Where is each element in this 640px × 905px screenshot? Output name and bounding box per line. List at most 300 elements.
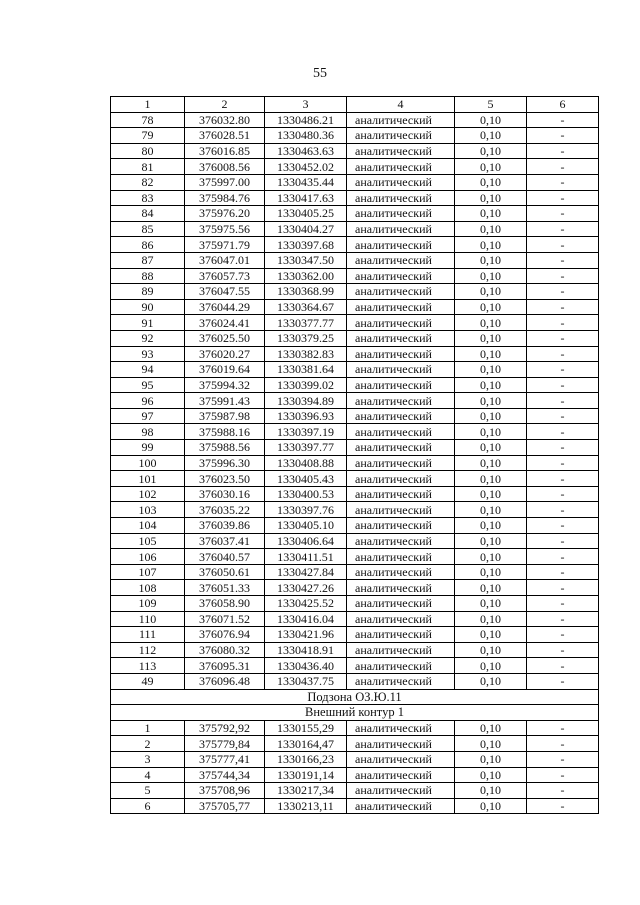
x-coordinate-cell: 376096.48: [185, 673, 265, 689]
point-number-cell: 111: [111, 627, 185, 643]
table-row: [111, 751, 599, 767]
method-cell: аналитический: [347, 424, 455, 440]
note-cell: -: [527, 393, 599, 409]
header-row: [111, 97, 599, 113]
y-coordinate-cell: 1330397.76: [265, 502, 347, 518]
accuracy-cell: 0,10: [455, 252, 527, 268]
method-cell: аналитический: [347, 486, 455, 502]
x-coordinate-cell: 375744,34: [185, 767, 265, 783]
note-cell: -: [527, 440, 599, 456]
y-coordinate-cell: 1330382.83: [265, 346, 347, 362]
x-coordinate-cell: 376047.01: [185, 252, 265, 268]
accuracy-cell: 0,10: [455, 112, 527, 128]
accuracy-cell: 0,10: [455, 330, 527, 346]
x-coordinate-cell: 376047.55: [185, 284, 265, 300]
table-row: [111, 736, 599, 752]
accuracy-cell: 0,10: [455, 533, 527, 549]
note-cell: -: [527, 377, 599, 393]
point-number-cell: 109: [111, 596, 185, 612]
accuracy-cell: 0,10: [455, 486, 527, 502]
point-number-cell: 82: [111, 174, 185, 190]
y-coordinate-cell: 1330480.36: [265, 128, 347, 144]
y-coordinate-cell: 1330396.93: [265, 408, 347, 424]
note-cell: -: [527, 580, 599, 596]
point-number-cell: 91: [111, 315, 185, 331]
y-coordinate-cell: 1330408.88: [265, 455, 347, 471]
accuracy-cell: 0,10: [455, 720, 527, 736]
y-coordinate-cell: 1330418.91: [265, 642, 347, 658]
point-number-cell: 105: [111, 533, 185, 549]
point-number-cell: 88: [111, 268, 185, 284]
x-coordinate-cell: 376044.29: [185, 299, 265, 315]
point-number-cell: 98: [111, 424, 185, 440]
x-coordinate-cell: 375971.79: [185, 237, 265, 253]
header-cell-5: 5: [455, 97, 527, 113]
note-cell: -: [527, 549, 599, 565]
point-number-cell: 95: [111, 377, 185, 393]
note-cell: -: [527, 798, 599, 814]
y-coordinate-cell: 1330437.75: [265, 673, 347, 689]
accuracy-cell: 0,10: [455, 564, 527, 580]
table-row: [111, 299, 599, 315]
y-coordinate-cell: 1330417.63: [265, 190, 347, 206]
table-row: [111, 377, 599, 393]
accuracy-cell: 0,10: [455, 159, 527, 175]
y-coordinate-cell: 1330405.10: [265, 518, 347, 534]
y-coordinate-cell: 1330217,34: [265, 783, 347, 799]
note-cell: -: [527, 518, 599, 534]
note-cell: -: [527, 533, 599, 549]
note-cell: -: [527, 190, 599, 206]
note-cell: -: [527, 627, 599, 643]
note-cell: -: [527, 252, 599, 268]
method-cell: аналитический: [347, 798, 455, 814]
x-coordinate-cell: 375705,77: [185, 798, 265, 814]
y-coordinate-cell: 1330405.43: [265, 471, 347, 487]
table-row: [111, 673, 599, 689]
method-cell: аналитический: [347, 174, 455, 190]
y-coordinate-cell: 1330379.25: [265, 330, 347, 346]
point-number-cell: 106: [111, 549, 185, 565]
note-cell: -: [527, 424, 599, 440]
table-row: [111, 252, 599, 268]
coordinates-table-body: [111, 97, 599, 814]
x-coordinate-cell: 376051.33: [185, 580, 265, 596]
accuracy-cell: 0,10: [455, 221, 527, 237]
y-coordinate-cell: 1330381.64: [265, 362, 347, 378]
y-coordinate-cell: 1330399.02: [265, 377, 347, 393]
accuracy-cell: 0,10: [455, 190, 527, 206]
header-cell-1: 1: [111, 97, 185, 113]
note-cell: -: [527, 159, 599, 175]
point-number-cell: 113: [111, 658, 185, 674]
x-coordinate-cell: 376016.85: [185, 143, 265, 159]
table-row: [111, 518, 599, 534]
accuracy-cell: 0,10: [455, 377, 527, 393]
contour-title: Внешний контур 1: [111, 705, 599, 721]
accuracy-cell: 0,10: [455, 673, 527, 689]
note-cell: -: [527, 143, 599, 159]
x-coordinate-cell: 375996.30: [185, 455, 265, 471]
method-cell: аналитический: [347, 751, 455, 767]
method-cell: аналитический: [347, 518, 455, 534]
method-cell: аналитический: [347, 299, 455, 315]
x-coordinate-cell: 376076.94: [185, 627, 265, 643]
y-coordinate-cell: 1330368.99: [265, 284, 347, 300]
table-row: [111, 190, 599, 206]
point-number-cell: 1: [111, 720, 185, 736]
method-cell: аналитический: [347, 284, 455, 300]
x-coordinate-cell: 376035.22: [185, 502, 265, 518]
method-cell: аналитический: [347, 346, 455, 362]
accuracy-cell: 0,10: [455, 783, 527, 799]
point-number-cell: 104: [111, 518, 185, 534]
accuracy-cell: 0,10: [455, 206, 527, 222]
point-number-cell: 6: [111, 798, 185, 814]
x-coordinate-cell: 375991.43: [185, 393, 265, 409]
method-cell: аналитический: [347, 440, 455, 456]
table-row: [111, 143, 599, 159]
method-cell: аналитический: [347, 362, 455, 378]
x-coordinate-cell: 376080.32: [185, 642, 265, 658]
method-cell: аналитический: [347, 580, 455, 596]
point-number-cell: 101: [111, 471, 185, 487]
method-cell: аналитический: [347, 533, 455, 549]
table-row: [111, 658, 599, 674]
header-cell-6: 6: [527, 97, 599, 113]
note-cell: -: [527, 268, 599, 284]
table-row: [111, 408, 599, 424]
table-row: [111, 502, 599, 518]
y-coordinate-cell: 1330405.25: [265, 206, 347, 222]
method-cell: аналитический: [347, 408, 455, 424]
note-cell: -: [527, 408, 599, 424]
note-cell: -: [527, 751, 599, 767]
note-cell: -: [527, 206, 599, 222]
x-coordinate-cell: 375777,41: [185, 751, 265, 767]
table-row: [111, 128, 599, 144]
note-cell: -: [527, 673, 599, 689]
accuracy-cell: 0,10: [455, 596, 527, 612]
point-number-cell: 2: [111, 736, 185, 752]
accuracy-cell: 0,10: [455, 268, 527, 284]
y-coordinate-cell: 1330362.00: [265, 268, 347, 284]
accuracy-cell: 0,10: [455, 736, 527, 752]
table-row: [111, 284, 599, 300]
method-cell: аналитический: [347, 627, 455, 643]
note-cell: -: [527, 736, 599, 752]
accuracy-cell: 0,10: [455, 798, 527, 814]
method-cell: аналитический: [347, 330, 455, 346]
accuracy-cell: 0,10: [455, 549, 527, 565]
point-number-cell: 81: [111, 159, 185, 175]
table-row: [111, 642, 599, 658]
note-cell: -: [527, 564, 599, 580]
y-coordinate-cell: 1330397.19: [265, 424, 347, 440]
x-coordinate-cell: 375988.56: [185, 440, 265, 456]
accuracy-cell: 0,10: [455, 642, 527, 658]
x-coordinate-cell: 375997.00: [185, 174, 265, 190]
table-row: [111, 440, 599, 456]
accuracy-cell: 0,10: [455, 174, 527, 190]
note-cell: -: [527, 455, 599, 471]
method-cell: аналитический: [347, 564, 455, 580]
note-cell: -: [527, 128, 599, 144]
y-coordinate-cell: 1330400.53: [265, 486, 347, 502]
x-coordinate-cell: 375975.56: [185, 221, 265, 237]
note-cell: -: [527, 596, 599, 612]
x-coordinate-cell: 376039.86: [185, 518, 265, 534]
point-number-cell: 49: [111, 673, 185, 689]
table-row: [111, 767, 599, 783]
x-coordinate-cell: 376023.50: [185, 471, 265, 487]
note-cell: -: [527, 174, 599, 190]
y-coordinate-cell: 1330155,29: [265, 720, 347, 736]
x-coordinate-cell: 375984.76: [185, 190, 265, 206]
y-coordinate-cell: 1330486.21: [265, 112, 347, 128]
table-row: [111, 237, 599, 253]
table-row: [111, 221, 599, 237]
table-row: [111, 346, 599, 362]
x-coordinate-cell: 376037.41: [185, 533, 265, 549]
point-number-cell: 89: [111, 284, 185, 300]
header-cell-3: 3: [265, 97, 347, 113]
method-cell: аналитический: [347, 315, 455, 331]
x-coordinate-cell: 376057.73: [185, 268, 265, 284]
table-row: [111, 798, 599, 814]
note-cell: -: [527, 346, 599, 362]
x-coordinate-cell: 376020.27: [185, 346, 265, 362]
method-cell: аналитический: [347, 783, 455, 799]
method-cell: аналитический: [347, 112, 455, 128]
accuracy-cell: 0,10: [455, 767, 527, 783]
point-number-cell: 99: [111, 440, 185, 456]
method-cell: аналитический: [347, 206, 455, 222]
accuracy-cell: 0,10: [455, 393, 527, 409]
table-row: [111, 315, 599, 331]
method-cell: аналитический: [347, 642, 455, 658]
table-row: [111, 720, 599, 736]
method-cell: аналитический: [347, 549, 455, 565]
accuracy-cell: 0,10: [455, 315, 527, 331]
table-row: [111, 393, 599, 409]
accuracy-cell: 0,10: [455, 284, 527, 300]
method-cell: аналитический: [347, 221, 455, 237]
method-cell: аналитический: [347, 377, 455, 393]
y-coordinate-cell: 1330416.04: [265, 611, 347, 627]
accuracy-cell: 0,10: [455, 424, 527, 440]
table-row: [111, 549, 599, 565]
subzone-title: Подзона ОЗ.Ю.11: [111, 689, 599, 705]
subzone-title-row: [111, 689, 599, 705]
point-number-cell: 100: [111, 455, 185, 471]
y-coordinate-cell: 1330436.40: [265, 658, 347, 674]
accuracy-cell: 0,10: [455, 237, 527, 253]
note-cell: -: [527, 112, 599, 128]
contour-title-row: [111, 705, 599, 721]
x-coordinate-cell: 376019.64: [185, 362, 265, 378]
x-coordinate-cell: 376025.50: [185, 330, 265, 346]
x-coordinate-cell: 376032.80: [185, 112, 265, 128]
y-coordinate-cell: 1330377.77: [265, 315, 347, 331]
note-cell: -: [527, 237, 599, 253]
method-cell: аналитический: [347, 252, 455, 268]
note-cell: -: [527, 720, 599, 736]
accuracy-cell: 0,10: [455, 751, 527, 767]
y-coordinate-cell: 1330166,23: [265, 751, 347, 767]
point-number-cell: 86: [111, 237, 185, 253]
point-number-cell: 85: [111, 221, 185, 237]
x-coordinate-cell: 376028.51: [185, 128, 265, 144]
accuracy-cell: 0,10: [455, 455, 527, 471]
accuracy-cell: 0,10: [455, 518, 527, 534]
point-number-cell: 94: [111, 362, 185, 378]
note-cell: -: [527, 299, 599, 315]
y-coordinate-cell: 1330435.44: [265, 174, 347, 190]
point-number-cell: 107: [111, 564, 185, 580]
x-coordinate-cell: 375988.16: [185, 424, 265, 440]
coordinates-table: [110, 96, 599, 814]
method-cell: аналитический: [347, 455, 455, 471]
table-row: [111, 159, 599, 175]
method-cell: аналитический: [347, 502, 455, 518]
point-number-cell: 93: [111, 346, 185, 362]
y-coordinate-cell: 1330364.67: [265, 299, 347, 315]
accuracy-cell: 0,10: [455, 502, 527, 518]
accuracy-cell: 0,10: [455, 128, 527, 144]
table-row: [111, 455, 599, 471]
note-cell: -: [527, 284, 599, 300]
method-cell: аналитический: [347, 471, 455, 487]
x-coordinate-cell: 376040.57: [185, 549, 265, 565]
point-number-cell: 97: [111, 408, 185, 424]
note-cell: -: [527, 611, 599, 627]
accuracy-cell: 0,10: [455, 143, 527, 159]
table-row: [111, 580, 599, 596]
page-number: 55: [313, 66, 327, 81]
accuracy-cell: 0,10: [455, 471, 527, 487]
method-cell: аналитический: [347, 190, 455, 206]
y-coordinate-cell: 1330425.52: [265, 596, 347, 612]
header-cell-2: 2: [185, 97, 265, 113]
table-row: [111, 362, 599, 378]
y-coordinate-cell: 1330394.89: [265, 393, 347, 409]
x-coordinate-cell: 375708,96: [185, 783, 265, 799]
point-number-cell: 103: [111, 502, 185, 518]
y-coordinate-cell: 1330427.84: [265, 564, 347, 580]
y-coordinate-cell: 1330164,47: [265, 736, 347, 752]
note-cell: -: [527, 330, 599, 346]
note-cell: -: [527, 658, 599, 674]
point-number-cell: 78: [111, 112, 185, 128]
note-cell: -: [527, 486, 599, 502]
method-cell: аналитический: [347, 268, 455, 284]
x-coordinate-cell: 375994.32: [185, 377, 265, 393]
accuracy-cell: 0,10: [455, 362, 527, 378]
point-number-cell: 87: [111, 252, 185, 268]
accuracy-cell: 0,10: [455, 627, 527, 643]
method-cell: аналитический: [347, 736, 455, 752]
point-number-cell: 102: [111, 486, 185, 502]
x-coordinate-cell: 376058.90: [185, 596, 265, 612]
x-coordinate-cell: 375987.98: [185, 408, 265, 424]
table-row: [111, 533, 599, 549]
y-coordinate-cell: 1330406.64: [265, 533, 347, 549]
y-coordinate-cell: 1330427.26: [265, 580, 347, 596]
table-row: [111, 471, 599, 487]
accuracy-cell: 0,10: [455, 440, 527, 456]
note-cell: -: [527, 642, 599, 658]
note-cell: -: [527, 315, 599, 331]
x-coordinate-cell: 375792,92: [185, 720, 265, 736]
method-cell: аналитический: [347, 237, 455, 253]
table-row: [111, 206, 599, 222]
table-row: [111, 611, 599, 627]
x-coordinate-cell: 376095.31: [185, 658, 265, 674]
note-cell: -: [527, 783, 599, 799]
y-coordinate-cell: 1330397.77: [265, 440, 347, 456]
point-number-cell: 96: [111, 393, 185, 409]
method-cell: аналитический: [347, 658, 455, 674]
note-cell: -: [527, 502, 599, 518]
method-cell: аналитический: [347, 673, 455, 689]
point-number-cell: 110: [111, 611, 185, 627]
table-row: [111, 627, 599, 643]
note-cell: -: [527, 362, 599, 378]
accuracy-cell: 0,10: [455, 580, 527, 596]
y-coordinate-cell: 1330397.68: [265, 237, 347, 253]
x-coordinate-cell: 376030.16: [185, 486, 265, 502]
method-cell: аналитический: [347, 720, 455, 736]
point-number-cell: 83: [111, 190, 185, 206]
table-row: [111, 783, 599, 799]
point-number-cell: 4: [111, 767, 185, 783]
y-coordinate-cell: 1330347.50: [265, 252, 347, 268]
method-cell: аналитический: [347, 143, 455, 159]
accuracy-cell: 0,10: [455, 658, 527, 674]
table-row: [111, 112, 599, 128]
y-coordinate-cell: 1330191,14: [265, 767, 347, 783]
note-cell: -: [527, 221, 599, 237]
y-coordinate-cell: 1330452.02: [265, 159, 347, 175]
point-number-cell: 90: [111, 299, 185, 315]
method-cell: аналитический: [347, 596, 455, 612]
method-cell: аналитический: [347, 393, 455, 409]
table-row: [111, 596, 599, 612]
point-number-cell: 80: [111, 143, 185, 159]
x-coordinate-cell: 376050.61: [185, 564, 265, 580]
note-cell: -: [527, 471, 599, 487]
y-coordinate-cell: 1330404.27: [265, 221, 347, 237]
method-cell: аналитический: [347, 611, 455, 627]
header-cell-4: 4: [347, 97, 455, 113]
x-coordinate-cell: 376008.56: [185, 159, 265, 175]
point-number-cell: 92: [111, 330, 185, 346]
method-cell: аналитический: [347, 128, 455, 144]
method-cell: аналитический: [347, 767, 455, 783]
table-row: [111, 424, 599, 440]
point-number-cell: 5: [111, 783, 185, 799]
point-number-cell: 3: [111, 751, 185, 767]
table-row: [111, 174, 599, 190]
point-number-cell: 79: [111, 128, 185, 144]
table-row: [111, 564, 599, 580]
y-coordinate-cell: 1330411.51: [265, 549, 347, 565]
accuracy-cell: 0,10: [455, 299, 527, 315]
x-coordinate-cell: 375976.20: [185, 206, 265, 222]
point-number-cell: 108: [111, 580, 185, 596]
table-row: [111, 486, 599, 502]
